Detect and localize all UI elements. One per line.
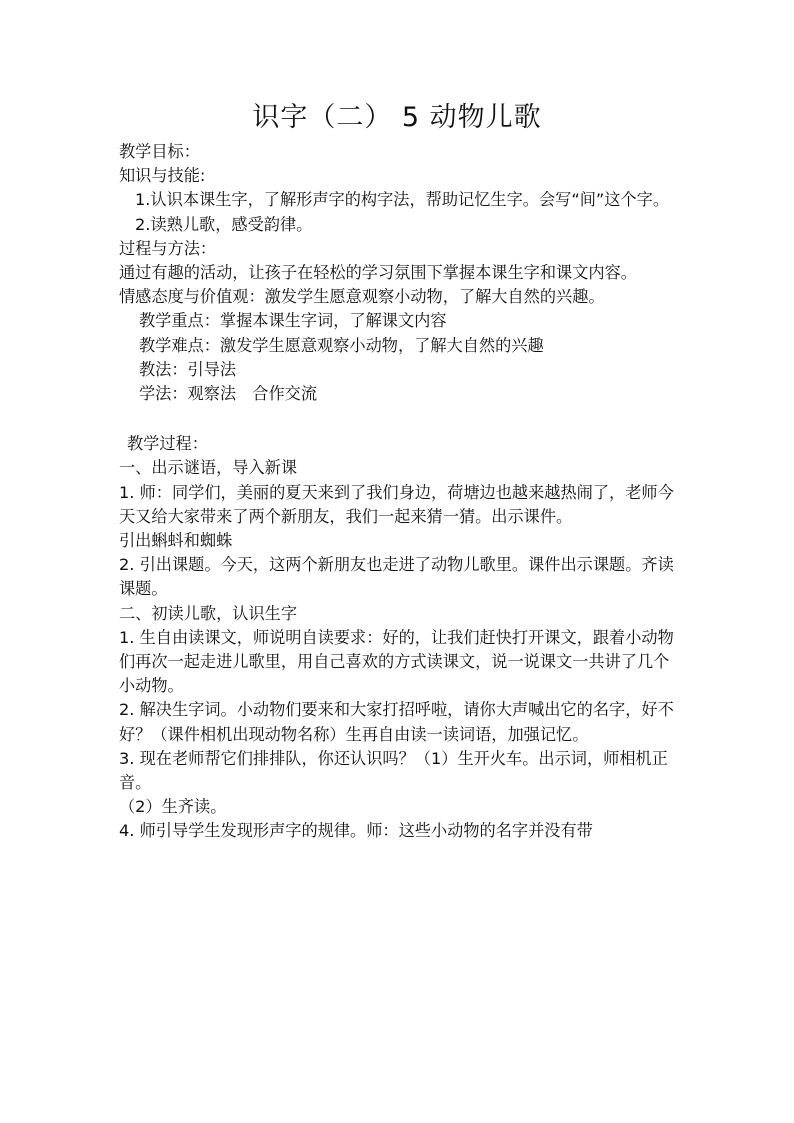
step-2-item-2: 2. 解决生字词。小动物们要来和大家打招呼啦，请你大声喊出它的名字，好不好？（课件相机出现动物名称）生再自由读一读词语，加强记忆。 (119, 700, 674, 744)
step-1-note: 引出蝌蚪和蜘蛛 (119, 531, 233, 551)
step-1-item-1: 1. 师：同学们，美丽的夏天来到了我们身边，荷塘边也越来越热闹了，老师今天又给大家带来了两个新朋友，我们一起来猜一猜。出示课件。 (119, 482, 674, 526)
subheading-process-method: 过程与方法： (119, 238, 217, 258)
document-body (119, 140, 679, 844)
step-2-item-1: 1. 生自由读课文，师说明自读要求：好的，让我们赶快打开课文，跟着小动物们再次一起走进儿歌里，用自己喜欢的方式读课文，说一说课文一共讲了几个小动物。 (119, 627, 674, 696)
attitude-values-text: 情感态度与价值观：激发学生愿意观察小动物，了解大自然的兴趣。 (119, 287, 605, 307)
step-1-item-2: 2. 引出课题。今天，这两个新朋友也走进了动物儿歌里。课件出示课题。齐读课题。 (119, 555, 674, 599)
section-heading-objectives: 教学目标： (119, 142, 200, 161)
learning-method: 学法：观察法 合作交流 (139, 384, 318, 404)
step-heading-1: 一、出示谜语，导入新课 (119, 458, 298, 478)
subheading-knowledge-skills: 知识与技能: (119, 166, 206, 186)
objective-item-2: 2.读熟儿歌，感受韵律。 (135, 214, 313, 234)
teaching-difficulties: 教学难点：激发学生愿意观察小动物，了解大自然的兴趣 (139, 335, 544, 355)
step-2-item-3: 3. 现在老师帮它们排排队，你还认识吗？（1）生开火车。出示词，师相机正音。 (119, 748, 668, 793)
teaching-key-points: 教学重点：掌握本课生字词，了解课文内容 (139, 311, 447, 331)
process-method-text: 通过有趣的活动，让孩子在轻松的学习氛围下掌握本课生字和课文内容。 (119, 263, 637, 283)
objective-item-1: 1.认识本课生字，了解形声字的构字法，帮助记忆生字。会写“间”这个字。 (135, 190, 670, 210)
step-2-item-4: 4. 师引导学生发现形声字的规律。师：这些小动物的名字并没有带 (119, 821, 593, 841)
blank-line (119, 406, 679, 432)
step-heading-2: 二、初读儿歌，认识生字 (119, 603, 298, 623)
teaching-method: 教法：引导法 (139, 359, 237, 379)
step-2-item-3-sub: （2）生齐读。 (119, 797, 227, 817)
section-heading-process: 教学过程： (127, 434, 208, 454)
document-title: 识字（二） 5 动物儿歌 (252, 102, 542, 133)
